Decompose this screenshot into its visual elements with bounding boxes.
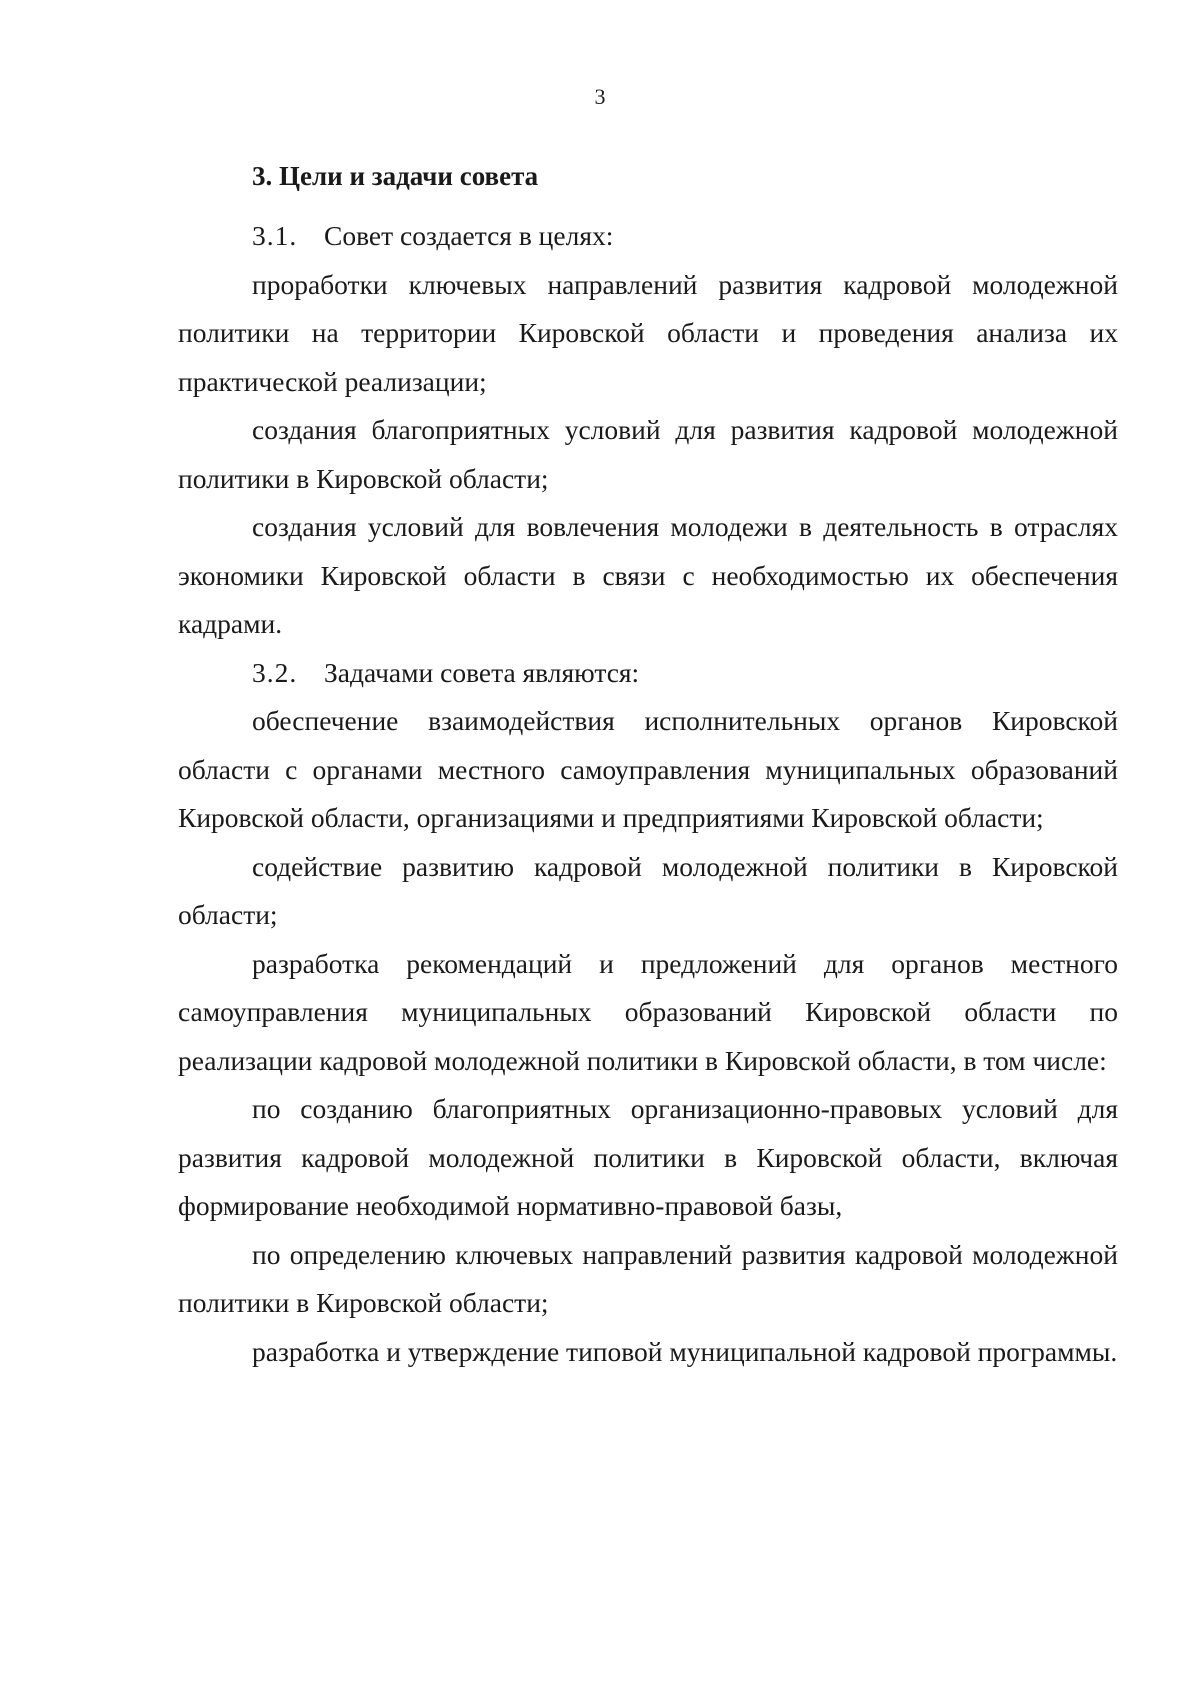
page-number: 3	[594, 84, 606, 109]
paragraph: по созданию благоприятных организационно-правовых условий для развития кадровой молодежной политики в Кировской области, включая формирование необходимой нормативно-правовой базы,	[178, 1093, 1118, 1221]
paragraph: проработки ключевых направлений развития кадровой молодежной политики на территории Кировской области и проведения анализа их практической реализации;	[178, 268, 1118, 397]
paragraph: обеспечение взаимодействия исполнительных органов Кировской области с органами местного самоуправления муниципальных образований Кировской области, организациями и предприятиями Кировской области;	[178, 705, 1118, 833]
paragraph: разработка и утверждение типовой муниципальной кадровой программы.	[252, 1335, 1118, 1367]
paragraph-text: Совет создается в целях:	[324, 220, 614, 251]
clause-number: 3.1.	[252, 220, 298, 251]
section-heading: 3. Цели и задачи совета	[252, 161, 539, 191]
paragraph-3-2	[178, 649, 1118, 698]
paragraph: по определению ключевых направлений развития кадровой молодежной политики в Кировской области;	[178, 1238, 1118, 1318]
paragraph-3-1	[178, 212, 1118, 261]
paragraph: содействие развитию кадровой молодежной политики в Кировской области;	[178, 850, 1118, 930]
paragraph: создания условий для вовлечения молодежи в деятельность в отраслях экономики Кировской области в связи с необходимостью их обеспечения кадрами.	[178, 511, 1118, 639]
paragraph: создания благоприятных условий для развития кадровой молодежной политики в Кировской области;	[178, 414, 1118, 494]
clause-number: 3.2.	[252, 656, 298, 688]
paragraph: разработка рекомендаций и предложений для органов местного самоуправления муниципальных образований Кировской области по реализации кадровой молодежной политики в Кировской области, в том числе:	[178, 947, 1118, 1076]
document-body	[178, 156, 1118, 1376]
paragraph-text: Задачами совета являются:	[324, 656, 640, 688]
